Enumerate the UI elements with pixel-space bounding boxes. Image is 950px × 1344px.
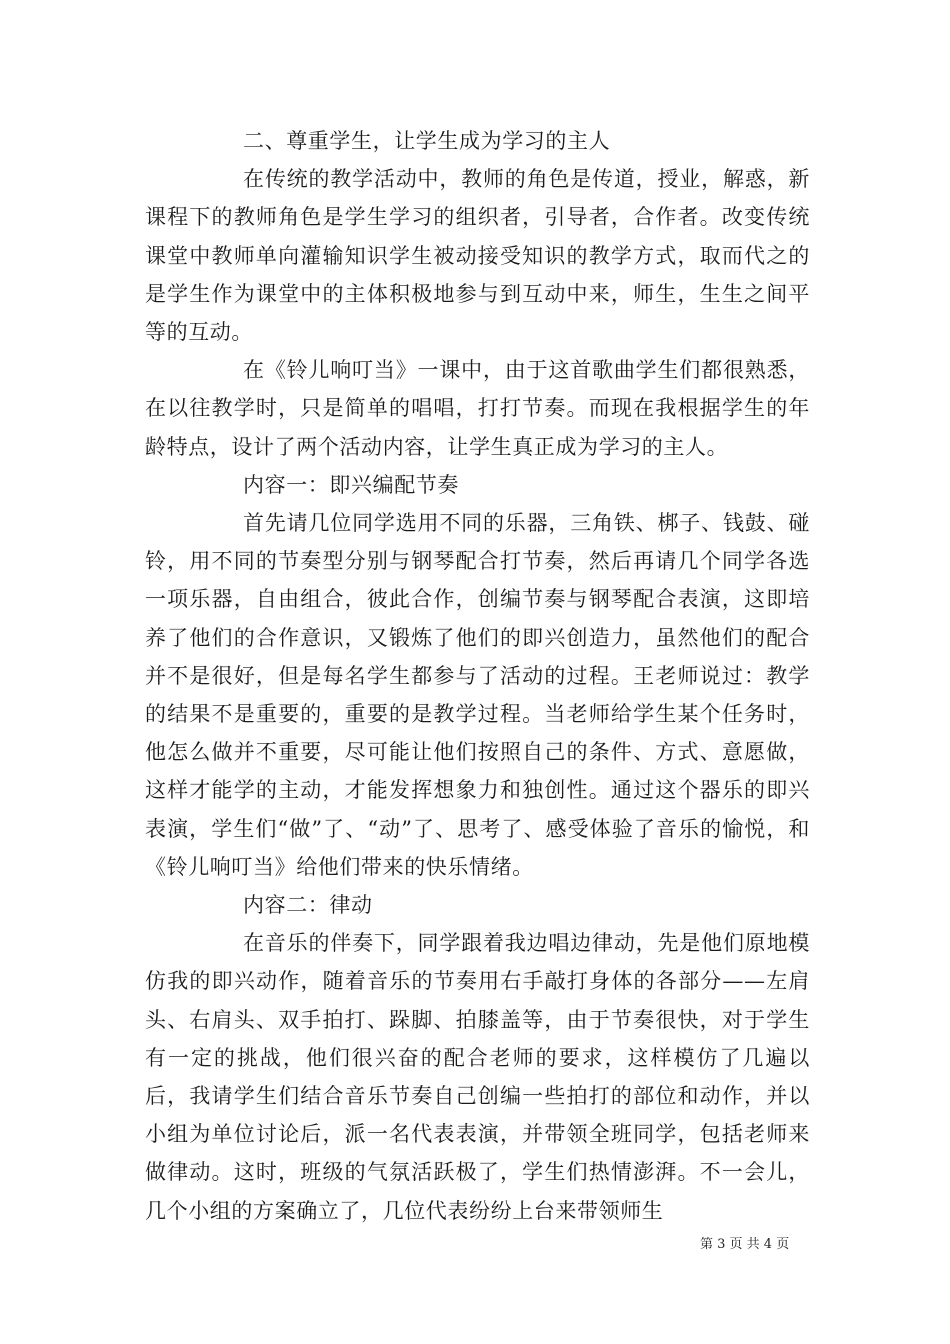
subsection-heading: 内容二：律动: [243, 893, 373, 918]
body-paragraph: 在《铃儿响叮当》一课中，由于这首歌曲学生们都很熟悉，在以往教学时，只是简单的唱唱，打打节奏。而现在我根据学生的年龄特点，设计了两个活动内容，让学生真正成为学习的主人。: [145, 358, 810, 459]
subsection-heading: 内容一：即兴编配节奏: [243, 472, 459, 497]
body-paragraph: 在音乐的伴奏下，同学跟着我边唱边律动，先是他们原地模仿我的即兴动作，随着音乐的节奏用右手敲打身体的各部分——左肩头、右肩头、双手拍打、跺脚、拍膝盖等，由于节奏很快，对于学生有一定的挑战，他们很兴奋的配合老师的要求，这样模仿了几遍以后，我请学生们结合音乐节奏自己创编一些拍打的部位和动作，并以小组为单位讨论后，派一名代表表演，并带领全班同学，包括老师来做律动。这时，班级的气氛活跃极了，学生们热情澎湃。不一会儿，几个小组的方案确立了，几位代表纷纷上台来带领师生: [145, 931, 810, 1223]
section-heading: 二、尊重学生，让学生成为学习的主人: [243, 129, 611, 153]
page-number-footer: 第 3 页 共 4 页: [700, 1237, 790, 1252]
document-body: [145, 122, 810, 1230]
body-paragraph: 在传统的教学活动中，教师的角色是传道，授业，解惑，新课程下的教师角色是学生学习的组织者，引导者，合作者。改变传统课堂中教师单向灌输知识学生被动接受知识的教学方式，取而代之的是学生作为课堂中的主体积极地参与到互动中来，师生，生生之间平等的互动。: [145, 167, 810, 345]
body-paragraph: 首先请几位同学选用不同的乐器，三角铁、梆子、钱鼓、碰铃，用不同的节奏型分别与钢琴配合打节奏，然后再请几个同学各选一项乐器，自由组合，彼此合作，创编节奏与钢琴配合表演，这即培养了他们的合作意识，又锻炼了他们的即兴创造力，虽然他们的配合并不是很好，但是每名学生都参与了活动的过程。王老师说过：教学的结果不是重要的，重要的是教学过程。当老师给学生某个任务时，他怎么做并不重要，尽可能让他们按照自己的条件、方式、意愿做，这样才能学的主动，才能发挥想象力和独创性。通过这个器乐的即兴表演，学生们“做”了、“动”了、思考了、感受体验了音乐的愉悦，和《铃儿响叮当》给他们带来的快乐情绪。: [145, 511, 810, 879]
